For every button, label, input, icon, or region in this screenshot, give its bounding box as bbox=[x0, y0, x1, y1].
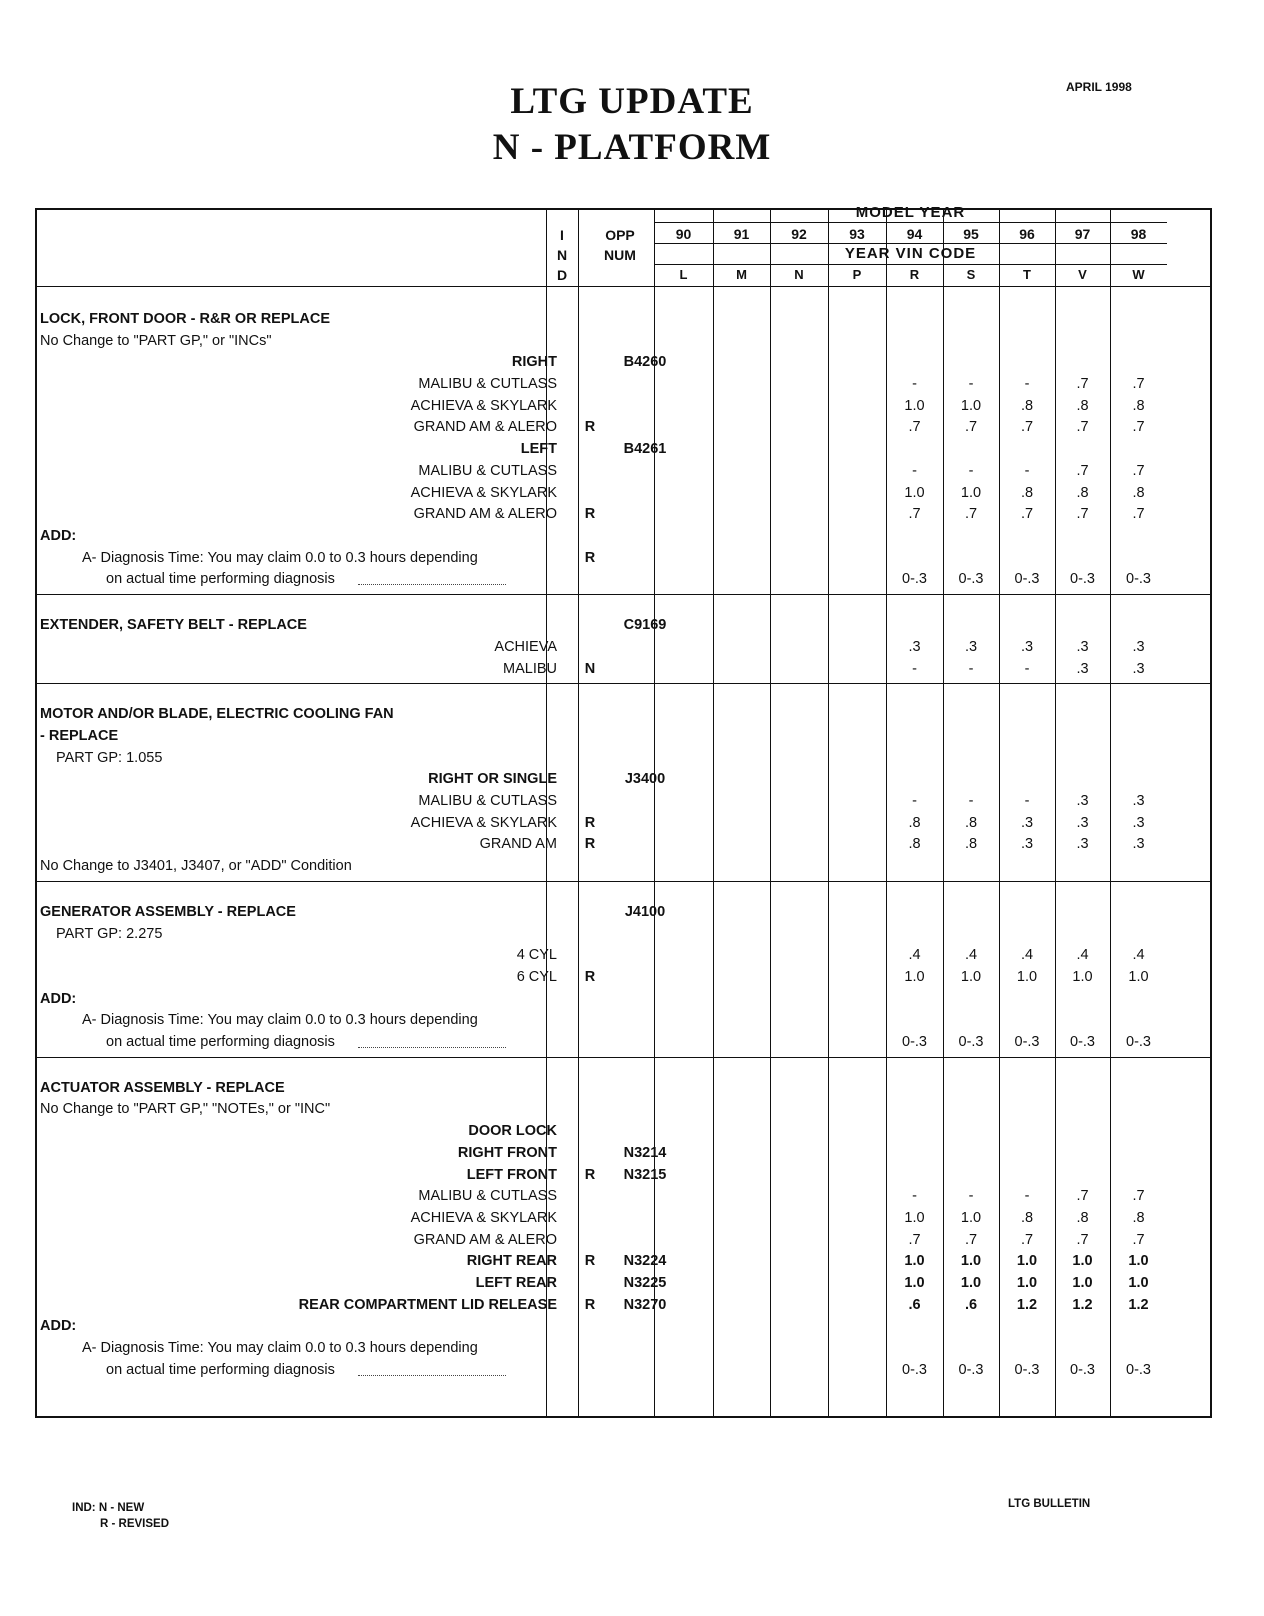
row-label: MALIBU & CUTLASS bbox=[418, 793, 557, 809]
row-label: 6 CYL bbox=[516, 969, 557, 985]
opp-number: J3400 bbox=[624, 771, 666, 787]
vin-code-header: N bbox=[794, 267, 804, 282]
row-label: GRAND AM & ALERO bbox=[413, 1232, 557, 1248]
row-label: ACHIEVA & SKYLARK bbox=[410, 815, 557, 831]
table-row bbox=[0, 747, 1264, 769]
labor-time-value: - bbox=[1024, 793, 1030, 809]
opp-number: C9169 bbox=[623, 617, 667, 633]
labor-time-value: 1.0 bbox=[1016, 1275, 1038, 1291]
labor-time-value: 1.0 bbox=[904, 485, 925, 501]
labor-time-value: 1.0 bbox=[904, 969, 925, 985]
labor-time-value: 1.0 bbox=[1072, 1275, 1093, 1291]
table-row bbox=[0, 1098, 1264, 1120]
model-year-header: MODEL YEAR bbox=[855, 204, 966, 221]
table-row bbox=[0, 1120, 1264, 1142]
labor-time-value: .3 bbox=[1132, 661, 1145, 677]
labor-time-value: .7 bbox=[1076, 419, 1089, 435]
year-header: 96 bbox=[1019, 226, 1035, 242]
labor-time-value: .3 bbox=[1132, 793, 1145, 809]
labor-time-value: .3 bbox=[1020, 836, 1034, 852]
opp-number: J4100 bbox=[624, 904, 666, 920]
table-row bbox=[0, 833, 1264, 855]
opp-number: N3224 bbox=[623, 1253, 667, 1269]
dot-leader bbox=[358, 1375, 506, 1376]
diagnosis-note: A- Diagnosis Time: You may claim 0.0 to 0.3 hours depending bbox=[82, 1012, 478, 1028]
section-title: EXTENDER, SAFETY BELT - REPLACE bbox=[40, 617, 307, 633]
labor-time-value: - bbox=[912, 1188, 917, 1204]
labor-time-value: 0-.3 bbox=[902, 1034, 927, 1050]
ind-header-letter: N bbox=[556, 247, 568, 263]
labor-time-value: .6 bbox=[908, 1297, 921, 1313]
labor-time-value: .3 bbox=[1132, 836, 1145, 852]
labor-time-value: 1.0 bbox=[1128, 1253, 1149, 1269]
labor-time-value: 0-.3 bbox=[1070, 1034, 1095, 1050]
dot-leader bbox=[358, 584, 506, 585]
labor-time-value: 0-.3 bbox=[1126, 1034, 1151, 1050]
labor-time-value: .3 bbox=[1020, 815, 1034, 831]
labor-time-value: - bbox=[1024, 661, 1030, 677]
ind-code: R bbox=[584, 1297, 596, 1313]
header-rule bbox=[654, 243, 1167, 244]
labor-time-value: .3 bbox=[1076, 836, 1089, 852]
labor-time-value: 0-.3 bbox=[1070, 1362, 1095, 1378]
table-row bbox=[0, 636, 1264, 658]
labor-time-value: .7 bbox=[1076, 1188, 1089, 1204]
header-rule bbox=[35, 286, 1212, 287]
section-divider bbox=[35, 881, 1212, 882]
row-label: MALIBU bbox=[503, 661, 557, 677]
row-label: RIGHT FRONT bbox=[457, 1145, 557, 1161]
vin-code-header: W bbox=[1132, 267, 1145, 282]
section-note: No Change to "PART GP," "NOTEs," or "INC" bbox=[40, 1101, 331, 1117]
table-row bbox=[0, 482, 1264, 504]
labor-time-value: 1.0 bbox=[1072, 969, 1093, 985]
labor-time-value: 1.2 bbox=[1128, 1297, 1149, 1313]
labor-time-value: .7 bbox=[964, 419, 978, 435]
diagnosis-note-cont: on actual time performing diagnosis bbox=[106, 1362, 335, 1378]
ind-code: R bbox=[584, 969, 596, 985]
year-header: 91 bbox=[733, 226, 750, 242]
table-row bbox=[0, 373, 1264, 395]
year-header: 95 bbox=[963, 226, 979, 242]
labor-time-value: - bbox=[912, 376, 917, 392]
opp-num-header: OPP bbox=[605, 227, 635, 243]
row-label: MALIBU & CUTLASS bbox=[418, 1188, 557, 1204]
opp-number: N3214 bbox=[623, 1145, 667, 1161]
diagnosis-note-cont: on actual time performing diagnosis bbox=[106, 1034, 335, 1050]
table-row bbox=[0, 901, 1264, 923]
table-row bbox=[0, 1185, 1264, 1207]
add-label: ADD: bbox=[40, 1318, 77, 1334]
add-label: ADD: bbox=[40, 991, 77, 1007]
labor-time-value: .7 bbox=[1076, 463, 1089, 479]
dot-leader bbox=[358, 1047, 506, 1048]
labor-time-value: 0-.3 bbox=[958, 571, 984, 587]
row-label: MALIBU & CUTLASS bbox=[418, 376, 557, 392]
table-row bbox=[0, 503, 1264, 525]
labor-time-value: .8 bbox=[1076, 398, 1089, 414]
table-row bbox=[0, 812, 1264, 834]
row-label: MALIBU & CUTLASS bbox=[418, 463, 557, 479]
table-row bbox=[0, 1337, 1264, 1359]
labor-time-value: 1.0 bbox=[1128, 969, 1149, 985]
row-label: GRAND AM & ALERO bbox=[413, 419, 557, 435]
table-row bbox=[0, 416, 1264, 438]
row-label: GRAND AM bbox=[479, 836, 557, 852]
diagnosis-note: A- Diagnosis Time: You may claim 0.0 to 0.3 hours depending bbox=[82, 550, 478, 566]
labor-time-value: 1.0 bbox=[1016, 1253, 1038, 1269]
labor-time-value: 1.0 bbox=[960, 398, 982, 414]
labor-time-value: .7 bbox=[1132, 376, 1145, 392]
ind-code: R bbox=[584, 1253, 596, 1269]
legend-new: IND: N - NEW bbox=[72, 1502, 145, 1514]
labor-time-value: 1.0 bbox=[904, 398, 925, 414]
table-row bbox=[0, 1272, 1264, 1294]
table-row bbox=[0, 966, 1264, 988]
table-row bbox=[0, 1294, 1264, 1316]
opp-number: N3270 bbox=[623, 1297, 667, 1313]
labor-time-value: .8 bbox=[1076, 485, 1089, 501]
vin-code-header: V bbox=[1078, 267, 1087, 282]
vin-code-header: S bbox=[966, 267, 976, 282]
vin-code-header: L bbox=[679, 267, 688, 282]
labor-time-value: 1.0 bbox=[904, 1210, 925, 1226]
labor-time-value: .3 bbox=[1132, 639, 1145, 655]
labor-time-value: .8 bbox=[1020, 1210, 1034, 1226]
labor-time-value: .7 bbox=[1132, 1232, 1145, 1248]
labor-time-value: .7 bbox=[964, 1232, 978, 1248]
table-row bbox=[0, 923, 1264, 945]
row-label: DOOR LOCK bbox=[468, 1123, 557, 1139]
labor-time-value: - bbox=[1024, 376, 1030, 392]
ind-code: R bbox=[584, 1167, 596, 1183]
labor-time-value: 0-.3 bbox=[1014, 571, 1040, 587]
labor-time-value: .7 bbox=[908, 1232, 921, 1248]
row-label: 4 CYL bbox=[516, 947, 557, 963]
row-label: GRAND AM & ALERO bbox=[413, 506, 557, 522]
table-row bbox=[0, 1229, 1264, 1251]
labor-time-value: 1.0 bbox=[960, 969, 982, 985]
labor-time-value: .7 bbox=[1020, 419, 1034, 435]
opp-number: B4260 bbox=[623, 354, 667, 370]
labor-time-value: .7 bbox=[1076, 506, 1089, 522]
labor-time-value: - bbox=[912, 661, 917, 677]
labor-time-value: .8 bbox=[1020, 485, 1034, 501]
section-divider bbox=[35, 1057, 1212, 1058]
labor-time-value: 0-.3 bbox=[1014, 1362, 1040, 1378]
labor-time-value: 1.0 bbox=[960, 1275, 982, 1291]
table-row bbox=[0, 438, 1264, 460]
labor-time-value: .8 bbox=[964, 836, 978, 852]
year-header: 94 bbox=[906, 226, 923, 242]
table-row bbox=[0, 944, 1264, 966]
labor-time-value: .4 bbox=[908, 947, 921, 963]
row-label: REAR COMPARTMENT LID RELEASE bbox=[298, 1297, 557, 1313]
labor-time-value: .7 bbox=[1020, 506, 1034, 522]
section-divider bbox=[35, 594, 1212, 595]
labor-time-value: - bbox=[912, 463, 917, 479]
vin-code-header: T bbox=[1023, 267, 1031, 282]
table-row bbox=[0, 988, 1264, 1010]
vin-code-header: P bbox=[852, 267, 862, 282]
section-title: ACTUATOR ASSEMBLY - REPLACE bbox=[40, 1080, 285, 1096]
opp-number: N3215 bbox=[623, 1167, 667, 1183]
vin-code-header: M bbox=[736, 267, 747, 282]
labor-time-value: 1.0 bbox=[960, 1210, 982, 1226]
row-label: ACHIEVA & SKYLARK bbox=[410, 1210, 557, 1226]
labor-time-value: 0-.3 bbox=[1126, 571, 1151, 587]
labor-time-value: 0-.3 bbox=[902, 1362, 927, 1378]
table-row bbox=[0, 1207, 1264, 1229]
row-label: LEFT bbox=[520, 441, 557, 457]
labor-time-value: 0-.3 bbox=[902, 571, 927, 587]
bulletin-date: APRIL 1998 bbox=[1066, 80, 1132, 94]
diagnosis-note: A- Diagnosis Time: You may claim 0.0 to 0.3 hours depending bbox=[82, 1340, 478, 1356]
title-line-2: N - PLATFORM bbox=[492, 127, 772, 168]
labor-time-value: .3 bbox=[1076, 661, 1089, 677]
labor-time-value: .8 bbox=[908, 815, 921, 831]
ind-header-letter: I bbox=[560, 227, 564, 243]
section-title: GENERATOR ASSEMBLY - REPLACE bbox=[40, 904, 296, 920]
year-header: 93 bbox=[849, 226, 865, 242]
labor-time-value: .4 bbox=[1076, 947, 1089, 963]
table-row bbox=[0, 1315, 1264, 1337]
labor-time-value: .7 bbox=[908, 419, 921, 435]
row-label: LEFT REAR bbox=[475, 1275, 557, 1291]
ind-header-letter: D bbox=[556, 267, 568, 283]
table-row bbox=[0, 703, 1264, 725]
labor-time-value: 0-.3 bbox=[1070, 571, 1095, 587]
ind-code: R bbox=[584, 506, 596, 522]
labor-time-value: 1.0 bbox=[1128, 1275, 1149, 1291]
footer-legend bbox=[72, 1500, 169, 1532]
table-row bbox=[0, 525, 1264, 547]
labor-time-value: - bbox=[968, 376, 974, 392]
labor-time-value: .3 bbox=[1076, 793, 1089, 809]
labor-time-value: .7 bbox=[964, 506, 978, 522]
labor-time-value: 1.0 bbox=[1016, 969, 1038, 985]
labor-time-value: - bbox=[1024, 1188, 1030, 1204]
labor-time-value: .8 bbox=[1132, 1210, 1145, 1226]
ind-code: R bbox=[584, 550, 596, 566]
labor-time-value: - bbox=[912, 793, 917, 809]
labor-time-value: .3 bbox=[964, 639, 978, 655]
labor-time-value: 0-.3 bbox=[958, 1034, 984, 1050]
table-row bbox=[0, 855, 1264, 877]
table-row bbox=[0, 1250, 1264, 1272]
table-row bbox=[0, 308, 1264, 330]
table-row bbox=[0, 658, 1264, 680]
row-label: RIGHT REAR bbox=[466, 1253, 557, 1269]
diagnosis-note-cont: on actual time performing diagnosis bbox=[106, 571, 335, 587]
table-row bbox=[0, 725, 1264, 747]
table-row bbox=[0, 1359, 1264, 1381]
row-label: ACHIEVA & SKYLARK bbox=[410, 485, 557, 501]
labor-time-value: 1.0 bbox=[960, 1253, 982, 1269]
labor-time-value: 1.2 bbox=[1016, 1297, 1038, 1313]
labor-time-value: .8 bbox=[1132, 398, 1145, 414]
labor-time-value: .8 bbox=[908, 836, 921, 852]
ind-code: R bbox=[584, 419, 596, 435]
labor-time-value: .6 bbox=[964, 1297, 978, 1313]
labor-time-value: 1.2 bbox=[1072, 1297, 1093, 1313]
ind-code: R bbox=[584, 836, 596, 852]
table-row bbox=[0, 1142, 1264, 1164]
labor-time-value: .8 bbox=[964, 815, 978, 831]
labor-time-value: .7 bbox=[1076, 1232, 1089, 1248]
year-vin-code-header: YEAR VIN CODE bbox=[844, 245, 977, 262]
labor-time-value: .3 bbox=[1020, 639, 1034, 655]
labor-time-value: .4 bbox=[1132, 947, 1145, 963]
labor-time-value: 0-.3 bbox=[958, 1362, 984, 1378]
opp-number: N3225 bbox=[623, 1275, 667, 1291]
ind-code: N bbox=[584, 661, 596, 677]
labor-time-value: .7 bbox=[1132, 506, 1145, 522]
section-note: No Change to "PART GP," or "INCs" bbox=[40, 333, 272, 349]
labor-time-value: .7 bbox=[1132, 1188, 1145, 1204]
year-header: 90 bbox=[675, 226, 692, 242]
table-row bbox=[0, 614, 1264, 636]
opp-num-header: NUM bbox=[604, 247, 636, 263]
table-row bbox=[0, 568, 1264, 590]
labor-time-value: .3 bbox=[908, 639, 921, 655]
section-divider bbox=[35, 683, 1212, 684]
legend-revised: R - REVISED bbox=[100, 1518, 170, 1530]
table-row bbox=[0, 460, 1264, 482]
labor-time-value: .3 bbox=[1076, 639, 1089, 655]
year-header: 98 bbox=[1130, 226, 1147, 242]
section-note: No Change to J3401, J3407, or "ADD" Condition bbox=[40, 858, 352, 874]
vin-code-header: R bbox=[909, 267, 920, 282]
table-row bbox=[0, 1077, 1264, 1099]
row-label: RIGHT bbox=[511, 354, 557, 370]
labor-time-value: - bbox=[968, 793, 974, 809]
labor-time-value: .7 bbox=[1132, 419, 1145, 435]
header-rule bbox=[654, 264, 1167, 265]
labor-time-value: 0-.3 bbox=[1126, 1362, 1151, 1378]
labor-time-value: 0-.3 bbox=[1014, 1034, 1040, 1050]
table-row bbox=[0, 395, 1264, 417]
row-label: ACHIEVA & SKYLARK bbox=[410, 398, 557, 414]
table-row bbox=[0, 1009, 1264, 1031]
labor-time-value: .7 bbox=[1020, 1232, 1034, 1248]
labor-time-value: .4 bbox=[1020, 947, 1034, 963]
header-rule bbox=[654, 222, 1167, 223]
labor-time-value: 1.0 bbox=[904, 1253, 925, 1269]
labor-time-value: .7 bbox=[1132, 463, 1145, 479]
part-gp: PART GP: 1.055 bbox=[56, 750, 163, 766]
table-row bbox=[0, 768, 1264, 790]
table-row bbox=[0, 1164, 1264, 1186]
section-title: LOCK, FRONT DOOR - R&R OR REPLACE bbox=[40, 311, 330, 327]
labor-time-value: - bbox=[968, 1188, 974, 1204]
labor-time-value: .3 bbox=[1076, 815, 1089, 831]
table-row bbox=[0, 330, 1264, 352]
labor-time-value: - bbox=[968, 463, 974, 479]
labor-time-value: - bbox=[1024, 463, 1030, 479]
labor-time-value: 1.0 bbox=[904, 1275, 925, 1291]
table-row bbox=[0, 1031, 1264, 1053]
labor-time-value: .8 bbox=[1020, 398, 1034, 414]
footer-bulletin: LTG BULLETIN bbox=[1008, 1498, 1091, 1510]
year-header: 92 bbox=[791, 226, 807, 242]
title-line-1: LTG UPDATE bbox=[510, 81, 754, 122]
section-title: MOTOR AND/OR BLADE, ELECTRIC COOLING FAN bbox=[40, 706, 394, 722]
row-label: LEFT FRONT bbox=[466, 1167, 557, 1183]
section-title: - REPLACE bbox=[40, 728, 119, 744]
part-gp: PART GP: 2.275 bbox=[56, 926, 163, 942]
row-label: RIGHT OR SINGLE bbox=[428, 771, 557, 787]
labor-time-value: - bbox=[968, 661, 974, 677]
labor-time-value: 1.0 bbox=[960, 485, 982, 501]
row-label: ACHIEVA bbox=[494, 639, 557, 655]
year-header: 97 bbox=[1074, 226, 1091, 242]
labor-time-value: .8 bbox=[1076, 1210, 1089, 1226]
ind-code: R bbox=[584, 815, 596, 831]
opp-number: B4261 bbox=[623, 441, 667, 457]
add-label: ADD: bbox=[40, 528, 77, 544]
labor-time-value: .3 bbox=[1132, 815, 1145, 831]
table-row bbox=[0, 790, 1264, 812]
table-row bbox=[0, 351, 1264, 373]
labor-time-value: 1.0 bbox=[1072, 1253, 1093, 1269]
table-row bbox=[0, 547, 1264, 569]
labor-time-value: .7 bbox=[908, 506, 921, 522]
labor-time-value: .8 bbox=[1132, 485, 1145, 501]
labor-time-value: .4 bbox=[964, 947, 978, 963]
labor-time-value: .7 bbox=[1076, 376, 1089, 392]
